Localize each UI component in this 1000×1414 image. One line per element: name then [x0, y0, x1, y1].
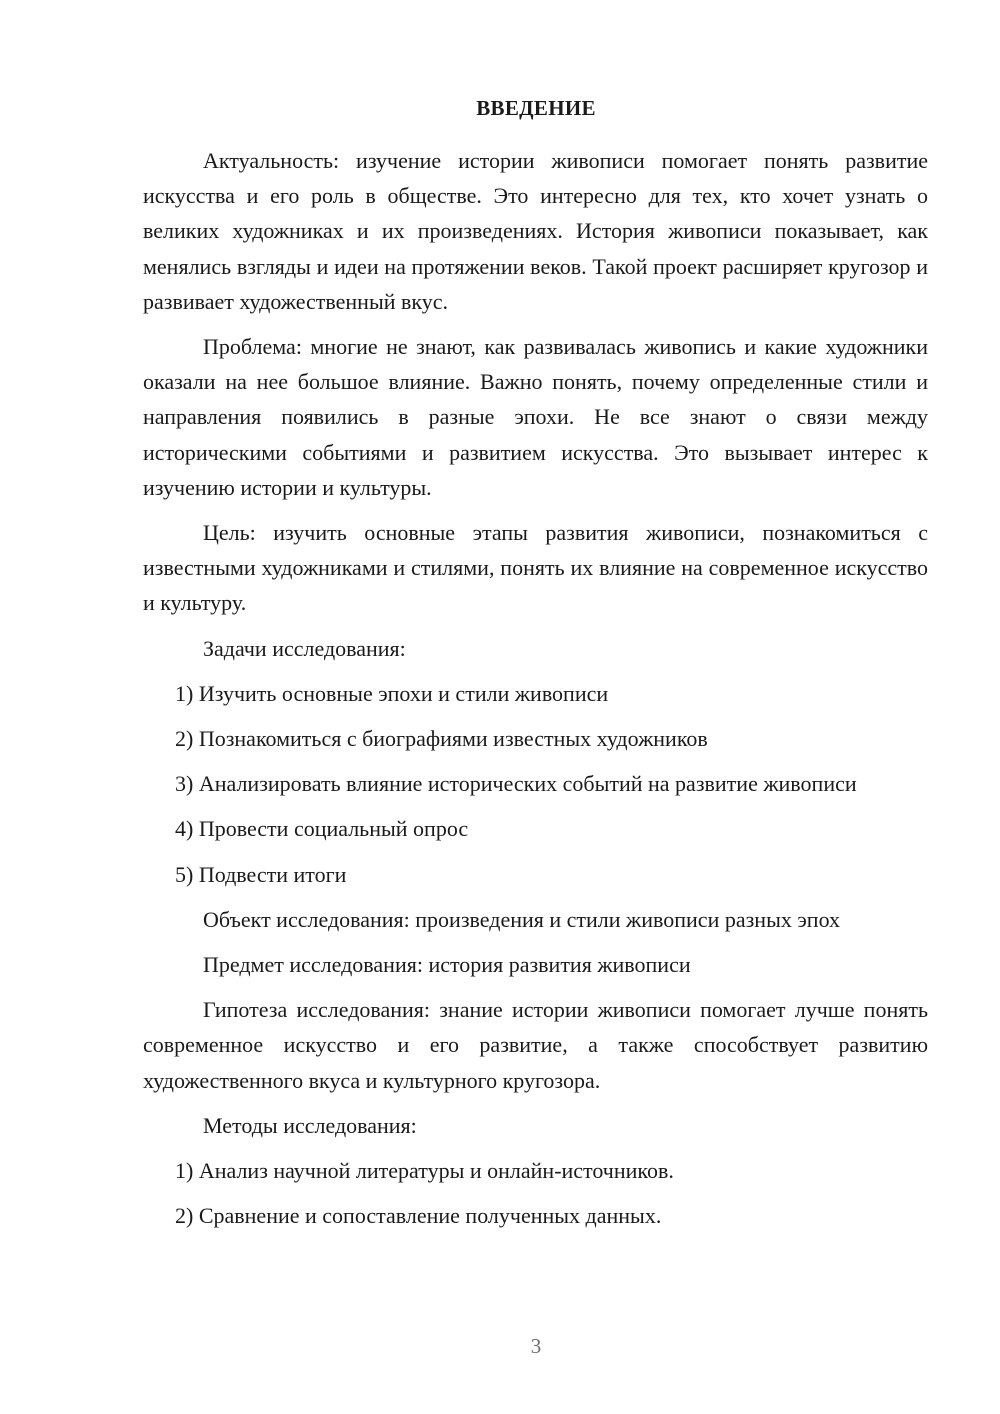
problem-paragraph: Проблема: многие не знают, как развивалась живопись и какие художники оказали на нее большое влияние. Важно понять, почему определенные стили и направления появились в разные эпохи. Не все знают о связи между историческими событиями и развитием искусства. Это вызывает интерес к изучению истории и культуры. — [143, 334, 928, 500]
methods-title: Методы исследования: — [203, 1112, 417, 1138]
method-item-2: 2) Сравнение и сопоставление полученных данных. — [175, 1203, 662, 1229]
task-item-2: 2) Познакомиться с биографиями известных художников — [175, 726, 708, 752]
page-number: 3 — [530, 1334, 542, 1358]
task-item-4: 4) Провести социальный опрос — [175, 816, 469, 842]
subject-paragraph: Предмет исследования: история развития живописи — [203, 952, 691, 978]
task-item-1: 1) Изучить основные эпохи и стили живописи — [175, 680, 609, 706]
task-item-5: 5) Подвести итоги — [175, 861, 347, 887]
task-item-3: 3) Анализировать влияние исторических событий на развитие живописи — [175, 771, 857, 797]
hypothesis-paragraph: Гипотеза исследования: знание истории живописи помогает лучше понять современное искусство и его развитие, а также способствует развитию художественного вкуса и культурного кругозора. — [143, 997, 928, 1093]
relevance-paragraph: Актуальность: изучение истории живописи помогает понять развитие искусства и его роль в обществе. Это интересно для тех, кто хочет узнать о великих художниках и их произведениях. История живописи показывает, как менялись взгляды и идеи на протяжении веков. Такой проект расширяет кругозор и развивает художественный вкус. — [143, 148, 928, 314]
tasks-title: Задачи исследования: — [203, 635, 406, 661]
goal-paragraph: Цель: изучить основные этапы развития живописи, познакомиться с известными художниками и стилями, понять их влияние на современное искусство и культуру. — [143, 520, 928, 616]
section-heading: ВВЕДЕНИЕ — [476, 96, 596, 120]
method-item-1: 1) Анализ научной литературы и онлайн-источников. — [175, 1158, 674, 1184]
object-paragraph: Объект исследования: произведения и стили живописи разных эпох — [203, 906, 841, 932]
document-body — [143, 143, 928, 1243]
